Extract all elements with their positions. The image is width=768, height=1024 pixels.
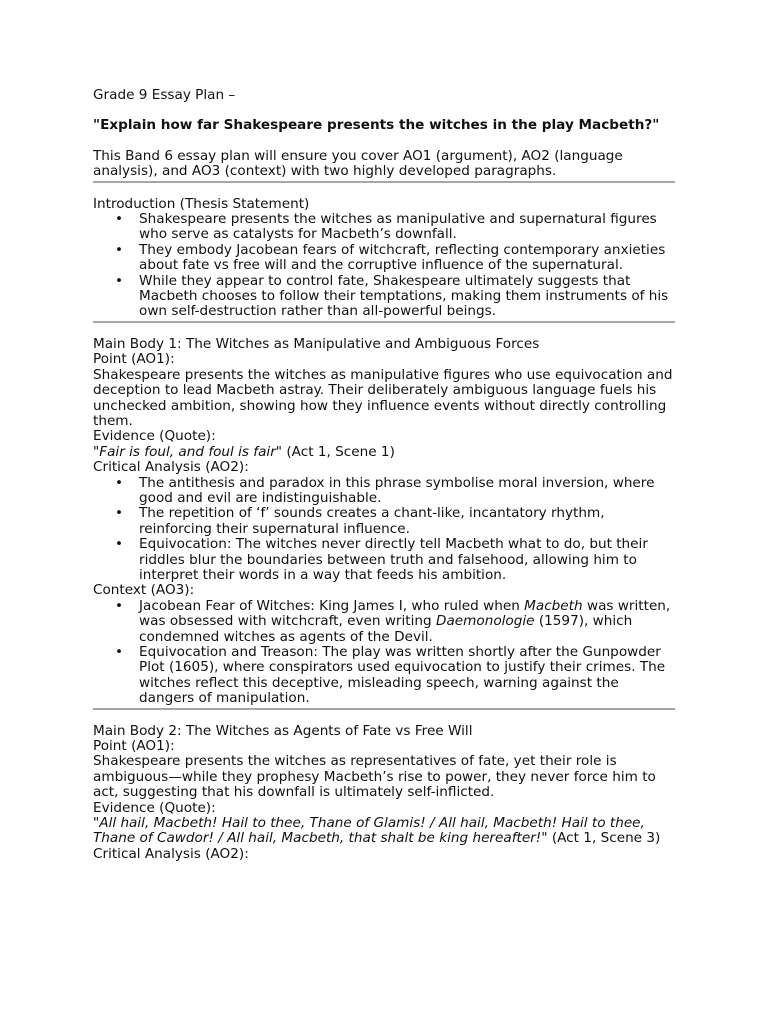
list-item: • Equivocation and Treason: The play was written shortly after the Gunpowder Plot (1605), where conspirators used equivocation to justify their crimes. The witches reflect this deceptive, misleading speech, warning against the dangers of manipulation.	[139, 645, 675, 707]
main-body-2-section	[93, 724, 675, 863]
point-text: Shakespeare presents the witches as manipulative figures who use equivocation and deception to lead Macbeth astray. Their deliberately ambiguous language fuels his unchecked ambition, showing how they influence events without directly controlling them.	[93, 366, 673, 429]
page-title: Grade 9 Essay Plan –	[93, 87, 236, 103]
evidence-label: Evidence (Quote):	[93, 799, 216, 816]
evidence-quote: "All hail, Macbeth! Hail to thee, Thane of Glamis! / All hail, Macbeth! Hail to thee, Thane of Cawdor! / All hail, Macbeth, that shalt be king hereafter!" (Act 1, Scene 3)	[93, 815, 661, 847]
main-body-1-heading: Main Body 1: The Witches as Manipulative and Ambiguous Forces	[93, 335, 540, 352]
introduction-heading: Introduction (Thesis Statement)	[93, 195, 310, 212]
main-body-2-heading: Main Body 2: The Witches as Agents of Fate vs Free Will	[93, 722, 473, 739]
section-divider	[93, 321, 675, 323]
document-page	[93, 88, 675, 862]
evidence-quote: "Fair is foul, and foul is fair" (Act 1, Scene 1)	[93, 443, 395, 460]
analysis-label: Critical Analysis (AO2):	[93, 845, 249, 862]
context-bullets	[93, 599, 675, 707]
evidence-label: Evidence (Quote):	[93, 428, 216, 445]
point-label: Point (AO1):	[93, 738, 175, 755]
list-item: • While they appear to control fate, Shakespeare ultimately suggests that Macbeth chooses to follow their temptations, making them instruments of his own self-destruction rather than all-powerful beings.	[139, 274, 675, 320]
quote-italic: Fair is foul, and foul is fair	[99, 443, 276, 460]
point-text: Shakespeare presents the witches as representatives of fate, yet their role is ambiguous—while they prophesy Macbeth’s rise to power, they never force him to act, suggesting that his downfall is ultimately self-inflicted.	[93, 753, 656, 801]
list-item: • They embody Jacobean fears of witchcraft, reflecting contemporary anxieties about fate vs free will and the corruptive influence of the supernatural.	[139, 243, 675, 274]
list-item: • The antithesis and paradox in this phrase symbolise moral inversion, where good and evil are indistinguishable.	[139, 476, 675, 507]
introduction-section	[93, 197, 675, 320]
list-item: • Equivocation: The witches never directly tell Macbeth what to do, but their riddles blur the boundaries between truth and falsehood, allowing him to interpret their words in a way that feeds his ambition.	[139, 537, 675, 583]
essay-question: "Explain how far Shakespeare presents the witches in the play Macbeth?"	[93, 117, 660, 134]
point-label: Point (AO1):	[93, 351, 175, 368]
analysis-bullets	[93, 476, 675, 584]
main-body-1-section	[93, 337, 675, 707]
context-label: Context (AO3):	[93, 582, 195, 599]
list-item: • Shakespeare presents the witches as manipulative and supernatural figures who serve as catalysts for Macbeth’s downfall.	[139, 212, 675, 243]
list-item: • The repetition of ‘f’ sounds creates a chant-like, incantatory rhythm, reinforcing their supernatural influence.	[139, 506, 675, 537]
section-divider	[93, 708, 675, 710]
plan-description: This Band 6 essay plan will ensure you cover AO1 (argument), AO2 (language analysis), and AO3 (context) with two highly developed paragraphs.	[93, 147, 623, 180]
list-item: • Jacobean Fear of Witches: King James I, who ruled when Macbeth was written, was obsessed with witchcraft, even writing Daemonologie (1597), which condemned witches as agents of the Devil.	[139, 599, 675, 645]
analysis-label: Critical Analysis (AO2):	[93, 459, 249, 476]
quote-italic: All hail, Macbeth! Hail to thee, Thane of Glamis! / All hail, Macbeth! Hail to thee, Thane of Cawdor! / All hail, Macbeth, that shalt be king hereafter!	[93, 815, 645, 847]
book-title: Daemonologie	[435, 613, 535, 630]
play-title: Macbeth	[524, 597, 583, 614]
section-divider	[93, 181, 675, 183]
introduction-bullets	[93, 212, 675, 320]
